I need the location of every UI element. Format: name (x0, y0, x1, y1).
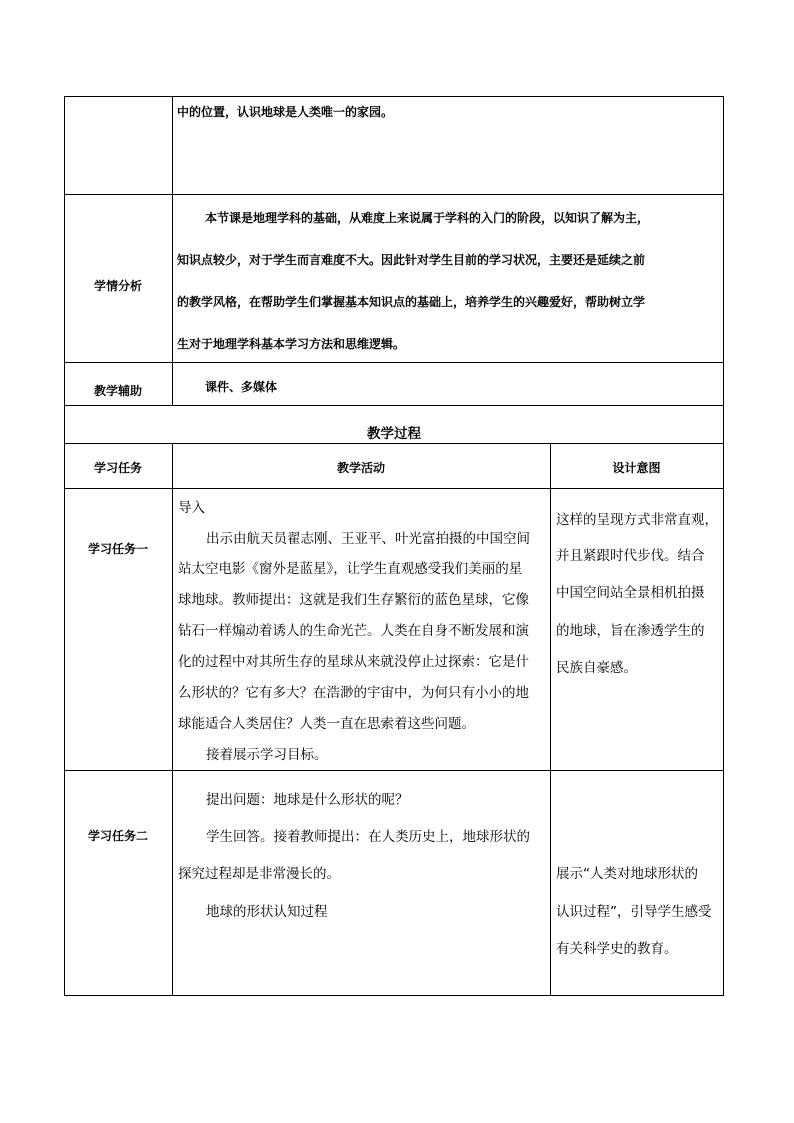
aids-text: 课件、多媒体 (205, 380, 278, 394)
task2-activity-line: 地球的形状认知过程 (206, 904, 328, 920)
task1-intent-line: 民族自豪感。 (556, 660, 637, 676)
table-divider (64, 770, 724, 771)
task1-activity-line: 导入 (178, 500, 205, 516)
table-border-right (723, 96, 724, 996)
analysis-line: 生对于地理学科基本学习方法和思维逻辑。 (177, 337, 406, 351)
column-divider (550, 443, 551, 995)
task1-activity-line: 出示由航天员翟志刚、王亚平、叶光富拍摄的中国空间 (206, 531, 530, 547)
header-activity: 教学活动 (336, 461, 385, 475)
column-divider (172, 96, 173, 406)
task1-activity-line: 么形状的？它有多大？在浩渺的宇宙中，为何只有小小的地 (178, 685, 529, 701)
table-border-top (64, 96, 724, 97)
task1-activity-line: 化的过程中对其所生存的星球从来就没停止过探索：它是什 (178, 654, 529, 670)
header-task: 学习任务 (93, 461, 142, 475)
analysis-label: 学情分析 (93, 279, 142, 293)
task1-activity-line: 钻石一样煽动着诱人的生命光芒。人类在自身不断发展和演 (178, 623, 529, 639)
task1-intent-line: 这样的呈现方式非常直观， (556, 512, 718, 528)
task2-activity-line: 探究过程却是非常漫长的。 (178, 866, 340, 882)
task1-activity-line: 球地球。教师提出：这就是我们生存繁衍的蓝色星球，它像 (178, 592, 529, 608)
task2-intent-line: 有关科学史的教育。 (556, 941, 678, 957)
task1-intent-line: 中国空间站全景相机拍摄 (556, 585, 705, 601)
analysis-line: 知识点较少，对于学生而言难度不大。因此针对学生目前的学习状况，主要还是延续之前 (177, 253, 646, 267)
analysis-line: 的教学风格，在帮助学生们掌握基本知识点的基础上，培养学生的兴趣爱好，帮助树立学 (177, 295, 646, 309)
task1-intent-line: 的地球，旨在渗透学生的 (556, 623, 705, 639)
table-divider (64, 488, 724, 489)
task1-label: 学习任务一 (87, 542, 148, 556)
objective-text: 中的位置，认识地球是人类唯一的家园。 (177, 105, 394, 119)
table-divider (64, 194, 724, 195)
table-divider (64, 405, 724, 406)
task2-intent-line: 展示“人类对地球形状的 (556, 866, 698, 882)
header-intent: 设计意图 (612, 461, 661, 475)
table-divider (64, 443, 724, 444)
column-divider (172, 443, 173, 995)
task1-activity-line: 接着展示学习目标。 (206, 747, 328, 763)
task2-activity-line: 提出问题：地球是什么形状的呢？ (206, 792, 409, 808)
task2-label: 学习任务二 (87, 829, 148, 843)
task1-activity-line: 球能适合人类居住？人类一直在思索着这些问题。 (178, 716, 475, 732)
task1-intent-line: 并且紧跟时代步伐。结合 (556, 548, 705, 564)
task1-activity-line: 站太空电影《窗外是蓝星》，让学生直观感受我们美丽的星 (178, 561, 523, 577)
table-divider (64, 362, 724, 363)
task2-intent-line: 认识过程”，引导学生感受 (556, 904, 712, 920)
aids-label: 教学辅助 (93, 384, 142, 398)
task2-activity-line: 学生回答。接着教师提出：在人类历史上，地球形状的 (206, 829, 530, 845)
analysis-line: 本节课是地理学科的基础，从难度上来说属于学科的入门的阶段，以知识了解为主， (205, 211, 650, 225)
table-border-bottom (64, 995, 724, 996)
process-title: 教学过程 (367, 426, 421, 442)
